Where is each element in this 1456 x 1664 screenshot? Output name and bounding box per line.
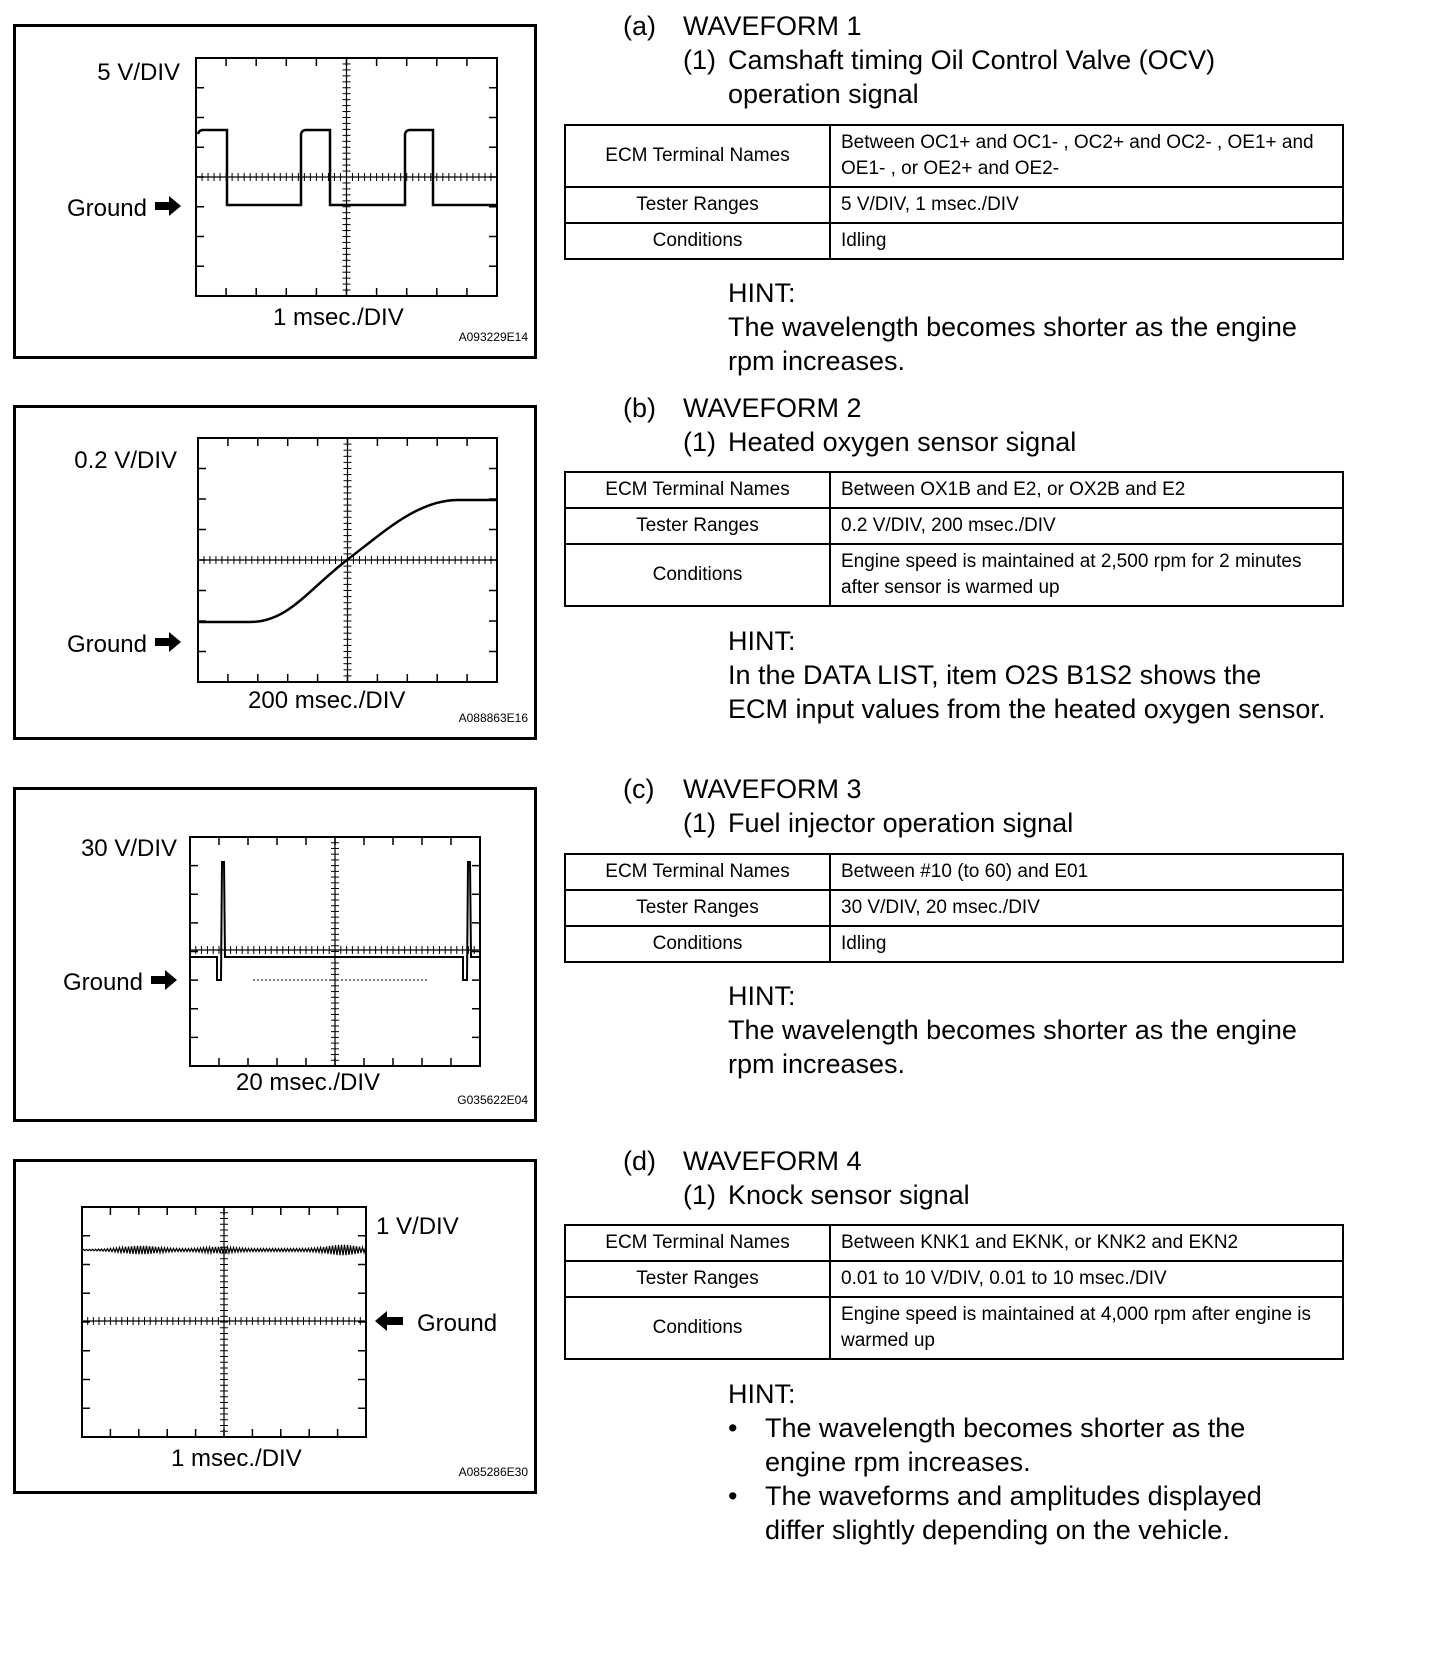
row-label: Tester Ranges — [565, 1261, 830, 1297]
time-div-label: 20 msec./DIV — [236, 1069, 381, 1096]
spec-table — [564, 124, 1344, 260]
hint-text: The wavelength becomes shorter as the engine rpm increases. — [728, 1015, 1297, 1079]
hint-block — [728, 624, 1328, 726]
ground-label: Ground — [417, 1310, 498, 1337]
ground-arrow-icon — [151, 970, 177, 990]
spec-table — [564, 1224, 1344, 1360]
table-row — [565, 1225, 1343, 1261]
row-label: Tester Ranges — [565, 187, 830, 223]
hint-text: The wavelength becomes shorter as the engine rpm increases. — [728, 312, 1297, 376]
row-label: Conditions — [565, 223, 830, 259]
time-div-label: 200 msec./DIV — [248, 687, 406, 714]
volt-div-label: 5 V/DIV — [97, 59, 180, 86]
ground-label: Ground — [66, 631, 147, 658]
section-letter: (d) — [623, 1146, 656, 1176]
hint-label: HINT: — [728, 626, 796, 656]
item-title: Heated oxygen sensor signal — [728, 427, 1077, 457]
hint-bullet-item — [728, 1411, 1308, 1479]
figure-code: A085286E30 — [458, 1465, 528, 1479]
ground-label: Ground — [62, 969, 143, 996]
figure-code: A088863E16 — [458, 711, 528, 725]
section-title: WAVEFORM 1 — [683, 11, 862, 41]
item-number: (1) — [683, 427, 716, 457]
row-value: Between KNK1 and EKNK, or KNK2 and EKN2 — [830, 1225, 1343, 1261]
bullet-icon: • — [728, 1481, 738, 1511]
section-letter: (b) — [623, 393, 656, 423]
ground-arrow-icon — [155, 632, 181, 652]
item-number: (1) — [683, 45, 716, 75]
ground-label: Ground — [66, 195, 147, 222]
item-title-cont: operation signal — [728, 79, 919, 109]
row-label: ECM Terminal Names — [565, 472, 830, 508]
waveform-2-figure — [13, 405, 537, 740]
row-label: Tester Ranges — [565, 890, 830, 926]
table-row — [565, 508, 1343, 544]
hint-label: HINT: — [728, 278, 796, 308]
volt-div-label: 30 V/DIV — [80, 835, 177, 862]
row-value: Engine speed is maintained at 4,000 rpm after engine is warmed up — [830, 1297, 1343, 1359]
row-label: Tester Ranges — [565, 508, 830, 544]
table-row — [565, 854, 1343, 890]
table-row — [565, 472, 1343, 508]
figure-code: G035622E04 — [457, 1093, 528, 1107]
row-value: 5 V/DIV, 1 msec./DIV — [830, 187, 1343, 223]
hint-label: HINT: — [728, 1379, 796, 1409]
volt-div-label: 0.2 V/DIV — [74, 447, 177, 474]
table-row — [565, 223, 1343, 259]
row-value: Idling — [830, 223, 1343, 259]
bullet-icon: • — [728, 1413, 738, 1443]
item-number: (1) — [683, 1180, 716, 1210]
hint-label: HINT: — [728, 981, 796, 1011]
hint-bullet-item — [728, 1479, 1308, 1547]
row-value: Engine speed is maintained at 2,500 rpm for 2 minutes after sensor is warmed up — [830, 544, 1343, 606]
item-number: (1) — [683, 808, 716, 838]
row-label: ECM Terminal Names — [565, 854, 830, 890]
ground-arrow-icon — [155, 196, 181, 216]
time-div-label: 1 msec./DIV — [171, 1445, 302, 1472]
hint-block — [728, 979, 1348, 1081]
row-label: ECM Terminal Names — [565, 1225, 830, 1261]
section-letter: (c) — [623, 774, 655, 804]
figure-code: A093229E14 — [458, 330, 528, 344]
table-row — [565, 125, 1343, 187]
row-value: 0.2 V/DIV, 200 msec./DIV — [830, 508, 1343, 544]
table-row — [565, 890, 1343, 926]
row-value: Idling — [830, 926, 1343, 962]
hint-block — [728, 1377, 1308, 1547]
row-label: Conditions — [565, 926, 830, 962]
table-row — [565, 1297, 1343, 1359]
row-value: Between OX1B and E2, or OX2B and E2 — [830, 472, 1343, 508]
time-div-label: 1 msec./DIV — [273, 304, 404, 331]
table-row — [565, 544, 1343, 606]
table-row — [565, 1261, 1343, 1297]
hint-block — [728, 276, 1348, 378]
row-value: Between #10 (to 60) and E01 — [830, 854, 1343, 890]
item-title: Knock sensor signal — [728, 1180, 970, 1210]
section-letter: (a) — [623, 11, 656, 41]
spec-table — [564, 471, 1344, 607]
waveform-3-figure — [13, 787, 537, 1122]
section-title: WAVEFORM 2 — [683, 393, 862, 423]
table-row — [565, 187, 1343, 223]
volt-div-label: 1 V/DIV — [376, 1213, 459, 1240]
waveform-4-figure — [13, 1159, 537, 1494]
spec-table — [564, 853, 1344, 963]
item-title: Fuel injector operation signal — [728, 808, 1074, 838]
ground-arrow-icon — [375, 1311, 403, 1331]
row-label: Conditions — [565, 1297, 830, 1359]
hint-text: In the DATA LIST, item O2S B1S2 shows the ECM input values from the heated oxygen sensor. — [728, 660, 1326, 724]
waveform-1-figure — [13, 24, 537, 359]
section-title: WAVEFORM 4 — [683, 1146, 862, 1176]
row-label: Conditions — [565, 544, 830, 606]
hint-text: The wavelength becomes shorter as the engine rpm increases. — [765, 1413, 1246, 1477]
row-value: 0.01 to 10 V/DIV, 0.01 to 10 msec./DIV — [830, 1261, 1343, 1297]
row-value: 30 V/DIV, 20 msec./DIV — [830, 890, 1343, 926]
hint-text: The waveforms and amplitudes displayed differ slightly depending on the vehicle. — [765, 1481, 1262, 1545]
row-value: Between OC1+ and OC1- , OC2+ and OC2- , OE1+ and OE1- , or OE2+ and OE2- — [830, 125, 1343, 187]
row-label: ECM Terminal Names — [565, 125, 830, 187]
section-title: WAVEFORM 3 — [683, 774, 862, 804]
item-title: Camshaft timing Oil Control Valve (OCV) — [728, 45, 1216, 75]
table-row — [565, 926, 1343, 962]
